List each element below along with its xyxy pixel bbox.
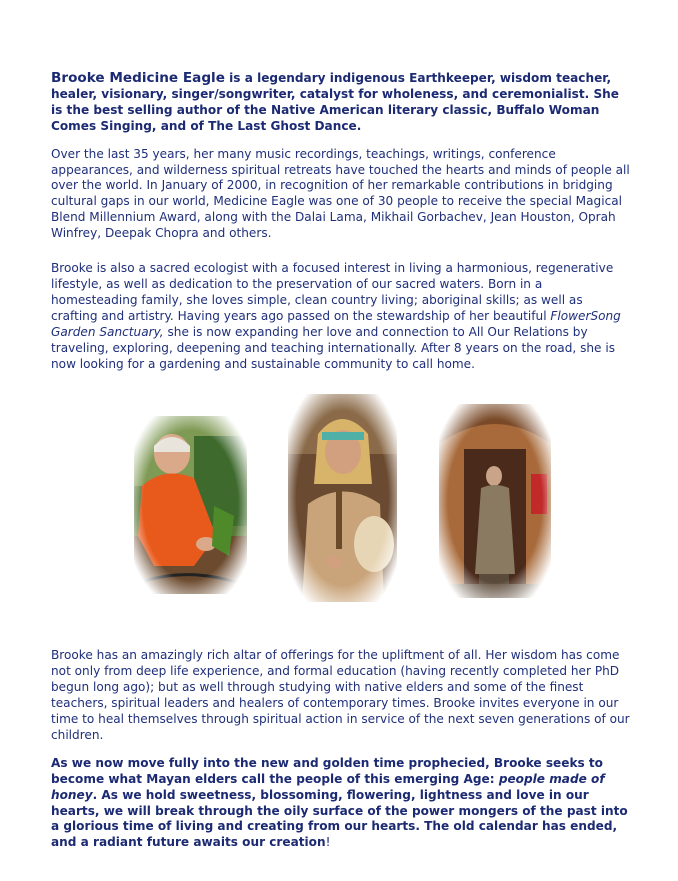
ecology-paragraph: [51, 261, 631, 372]
garden-name: FlowerSong Garden Sanctuary,: [51, 308, 621, 339]
closing-text-start: As we now move fully into the new and golden time prophecied, Brooke seeks to become what Mayan elders call the people of this emerging Age:: [51, 755, 603, 786]
author-name: Brooke Medicine Eagle: [51, 70, 225, 86]
gardening-photo: [134, 416, 247, 594]
closing-text-end: . As we hold sweetness, blossoming, flowering, lightness and love in our hearts, we will break through the oily surface of the power mongers of the past into a glorious time of living and creating from our hearts. The old calendar has ended, and a radiant future awaits our creation: [51, 787, 628, 850]
closing-exclamation: !: [325, 835, 331, 850]
career-paragraph: Over the last 35 years, her many music recordings, teachings, writings, conference appearances, and wilderness spiritual retreats have touched the hearts and minds of people all over the world. In January of 2000, in recognition of her remarkable contributions in bridging cultural gaps in our world, Medicine Eagle was one of 30 people to receive the special Magical Blend Millennium Award, along with the Dalai Lama, Mikhail Gorbachev, Jean Houston, Oprah Winfrey, Deepak Chopra and others.: [51, 146, 630, 241]
wagon-photo: [439, 404, 551, 598]
photo-row: [51, 394, 631, 634]
wisdom-paragraph: Brooke has an amazingly rich altar of offerings for the upliftment of all. Her wisdom has come not only from deep life experience, and formal education (having recently completed her PhD begun long ago); but as well through studying with native elders and some of the finest teachers, spiritual leaders and healers of contemporary times. Brooke invites everyone in our time to heal themselves through spiritual action in service of the next seven generations of our children.: [51, 648, 630, 742]
people-of-honey: people made of honey: [51, 771, 605, 802]
ecology-text-start: Brooke is also a sacred ecologist with a focused interest in living a harmonious, regenerative lifestyle, as well as dedication to the preservation of our sacred waters. Born in a homesteading family, she loves simple, clean country living; aboriginal skills; as well as crafting and artistry. Having years ago passed on the stewardship of her beautiful: [51, 261, 614, 323]
bio-document: [51, 71, 631, 851]
ecology-text-end: she is now expanding her love and connection to All Our Relations by traveling, exploring, deepening and teaching internationally. After 8 years on the road, she is now looking for a gardening and sustainable community to call home.: [51, 324, 615, 371]
intro-text: is a legendary indigenous Earthkeeper, wisdom teacher, healer, visionary, singer/songwriter, catalyst for wholeness, and ceremonialist. She is the best selling author of the Native American literary classic, Buffalo Woman Comes Singing, and of The Last Ghost Dance.: [51, 71, 619, 133]
closing-paragraph: [51, 756, 631, 851]
drumming-photo: [288, 394, 397, 602]
intro-paragraph: [51, 71, 631, 135]
